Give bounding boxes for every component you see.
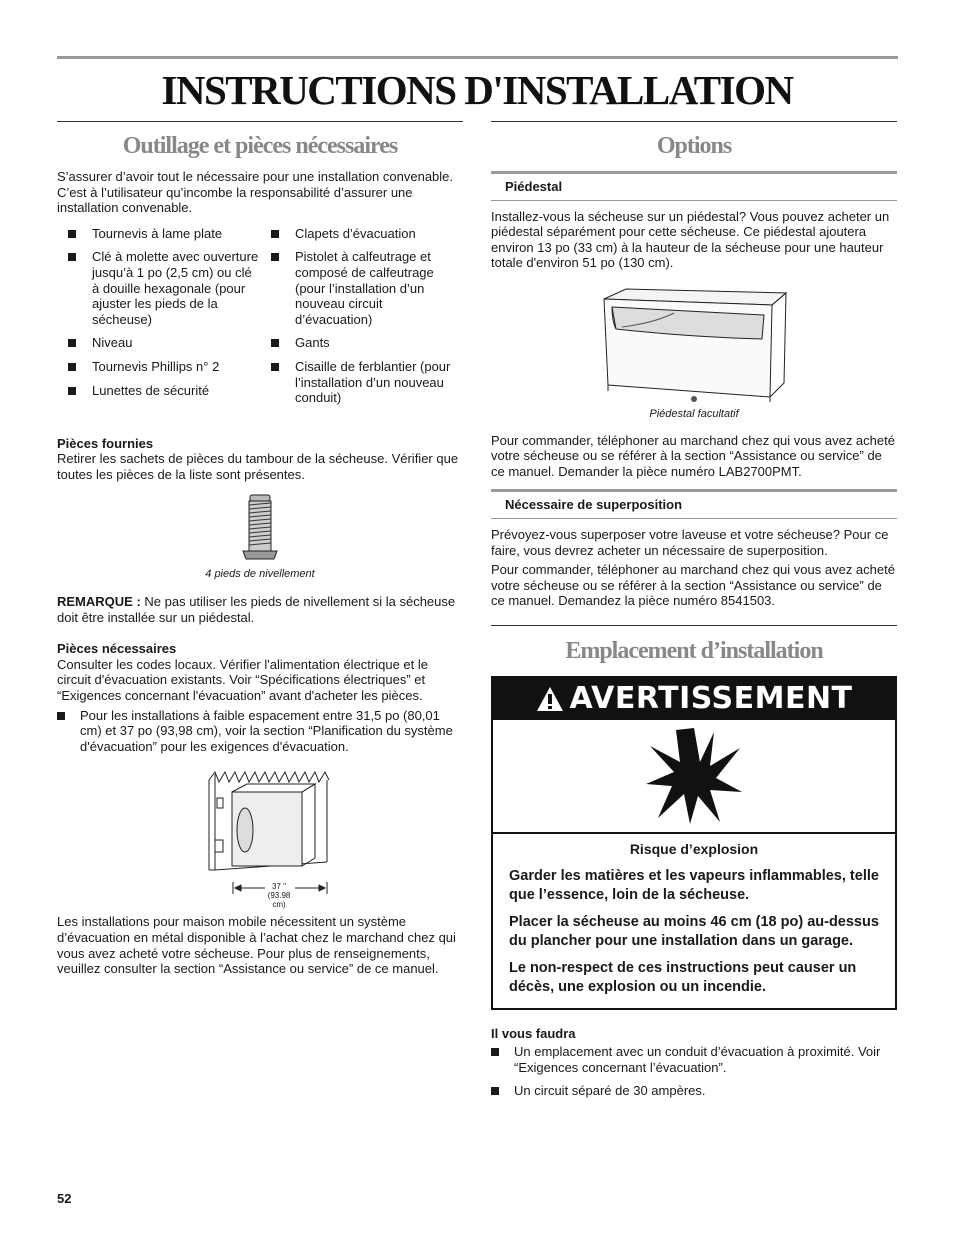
remark-text: Ne pas utiliser les pieds de nivellement si la sécheuse doit être installée sur un piédestal.	[57, 594, 456, 625]
warning-risk: Risque d’explosion	[629, 840, 759, 857]
section-rule	[491, 121, 897, 122]
list-item: Niveau	[57, 335, 260, 351]
pedestal-order-text: Pour commander, téléphoner au marchand chez qui vous avez acheté votre sécheuse ou se référer à la section “Assistance ou service” de ce manuel. Demander la pièce numéro LAB2700PMT.	[491, 432, 895, 479]
warning-paragraph-1: Garder les matières et les vapeurs inflammables, telle que l’essence, loin de la sécheuse.	[509, 868, 879, 903]
section-rule	[491, 625, 897, 626]
parts-supplied-title: Pièces fournies	[57, 435, 154, 451]
left-column	[57, 121, 463, 977]
top-rule	[57, 56, 898, 59]
list-item: Un emplacement avec un conduit d’évacuation à proximité. Voir “Exigences concernant l’évacuation”.	[491, 1044, 897, 1075]
closet-installation-figure	[57, 770, 463, 910]
bullet-icon	[68, 387, 76, 395]
bullet-icon	[68, 253, 76, 261]
list-item: Clé à molette avec ouverture jusqu’à 1 po (2,5 cm) ou clé à douille hexagonale (pour ajuster les pieds de la sécheuse)	[57, 249, 260, 327]
list-item: Tournevis à lame plate	[57, 226, 260, 242]
bullet-icon	[491, 1048, 499, 1056]
bullet-icon	[271, 339, 279, 347]
bullet-icon	[271, 363, 279, 371]
pedestal-text: Installez-vous la sécheuse sur un piédestal? Vous pouvez acheter un piédestal séparément pour cette sécheuse. Ce piédestal ajoutera environ 13 po (33 cm) à la hauteur de la sécheuse pour une hauteur totale d'environ 51 po (130 cm).	[491, 208, 890, 271]
page-title: INSTRUCTIONS D'INSTALLATION	[161, 67, 793, 113]
list-item: Un circuit séparé de 30 ampères.	[491, 1083, 897, 1099]
bullet-icon	[271, 230, 279, 238]
remark-label: REMARQUE :	[57, 594, 141, 610]
location-heading: Emplacement d’installation	[565, 637, 823, 664]
warning-body	[493, 834, 895, 1009]
tools-list-col1	[57, 226, 260, 414]
warning-header	[493, 678, 895, 720]
leveling-foot-figure	[57, 493, 463, 563]
warning-paragraph-2: Placer la sécheuse au moins 46 cm (18 po) au-dessus du plancher pour une installation dans un garage.	[509, 914, 879, 949]
pedestal-figure	[491, 285, 897, 403]
list-item: Gants	[260, 335, 463, 351]
parts-needed-text: Consulter les codes locaux. Vérifier l'alimentation électrique et le circuit d'évacuation existants. Voir “Spécifications électriques” et “Exigences concernant l'évacuation” avant d'acheter les pièces.	[57, 656, 429, 704]
bullet-icon	[57, 712, 65, 720]
list-item: Tournevis Phillips n° 2	[57, 359, 260, 375]
leveling-foot-icon	[240, 493, 280, 563]
remark	[57, 594, 463, 625]
warning-triangle-icon	[535, 685, 565, 713]
bullet-icon	[68, 339, 76, 347]
dimension-label: 37 " (93.98 cm)	[267, 882, 291, 910]
closet-dryer-illustration	[57, 770, 463, 900]
mobile-home-text: Les installations pour maison mobile nécessitent un système d’évacuation en métal disponible à l’achat chez le marchand chez qui vous avez acheté votre sécheuse. Pour plus de renseignements, veuillez consulter la section “Assistance ou service” de ce manuel.	[57, 914, 456, 977]
tools-intro: S’assurer d’avoir tout le nécessaire pour une installation convenable. C’est à l’utilisateur qu’incombe la responsabilité d’assurer une installation convenable.	[57, 169, 454, 216]
page-number: 52	[57, 1191, 72, 1206]
stack-kit-text2: Pour commander, téléphoner au marchand chez qui vous avez acheté votre sécheuse ou se référer à la section “Assistance ou service” de ce manuel. Demandez la pièce numéro 8541503.	[491, 562, 895, 609]
list-item: Pistolet à calfeutrage et composé de calfeutrage (pour l’installation d’un nouveau circuit d’évacuation)	[260, 249, 463, 327]
pedestal-illustration	[594, 285, 794, 403]
warning-label: AVERTISSEMENT	[569, 681, 853, 717]
section-rule	[57, 121, 463, 122]
stack-kit-text1: Prévoyez-vous superposer votre laveuse et votre sécheuse? Pour ce faire, vous devrez acheter un nécessaire de superposition.	[491, 526, 889, 558]
tools-list	[57, 226, 463, 414]
tools-list-col2	[260, 226, 463, 414]
pedestal-title: Piédestal	[491, 171, 897, 201]
options-heading: Options	[656, 133, 732, 159]
pedestal-caption: Piédestal facultatif	[649, 407, 739, 420]
bullet-icon	[68, 363, 76, 371]
warning-paragraph-3: Le non-respect de ces instructions peut causer un décès, une explosion ou un incendie.	[509, 960, 857, 995]
list-item: Cisaille de ferblantier (pour l’installation d’un nouveau conduit)	[260, 359, 463, 406]
list-item: Lunettes de sécurité	[57, 383, 260, 399]
bullet-icon	[491, 1087, 499, 1095]
stack-kit-title: Nécessaire de superposition	[491, 489, 897, 519]
right-column	[491, 121, 897, 1107]
explosion-figure	[493, 720, 895, 834]
parts-supplied-text: Retirer les sachets de pièces du tambour de la sécheuse. Vérifier que toutes les pièces de la liste sont présentes.	[57, 451, 459, 482]
feet-caption: 4 pieds de nivellement	[205, 567, 315, 580]
list-item: Clapets d’évacuation	[260, 226, 463, 242]
bullet-icon	[271, 253, 279, 261]
explosion-icon	[644, 726, 744, 826]
warning-box	[491, 676, 897, 1011]
tools-heading: Outillage et pièces nécessaires	[122, 133, 398, 159]
parts-needed-title: Pièces nécessaires	[57, 641, 177, 657]
need-title: Il vous faudra	[491, 1026, 576, 1042]
list-item: Pour les installations à faible espacement entre 31,5 po (80,01 cm) et 37 po (93,98 cm), voir la section “Planification du système d'évacuation” pour les exigences d'évacuation.	[57, 708, 463, 755]
bullet-icon	[68, 230, 76, 238]
